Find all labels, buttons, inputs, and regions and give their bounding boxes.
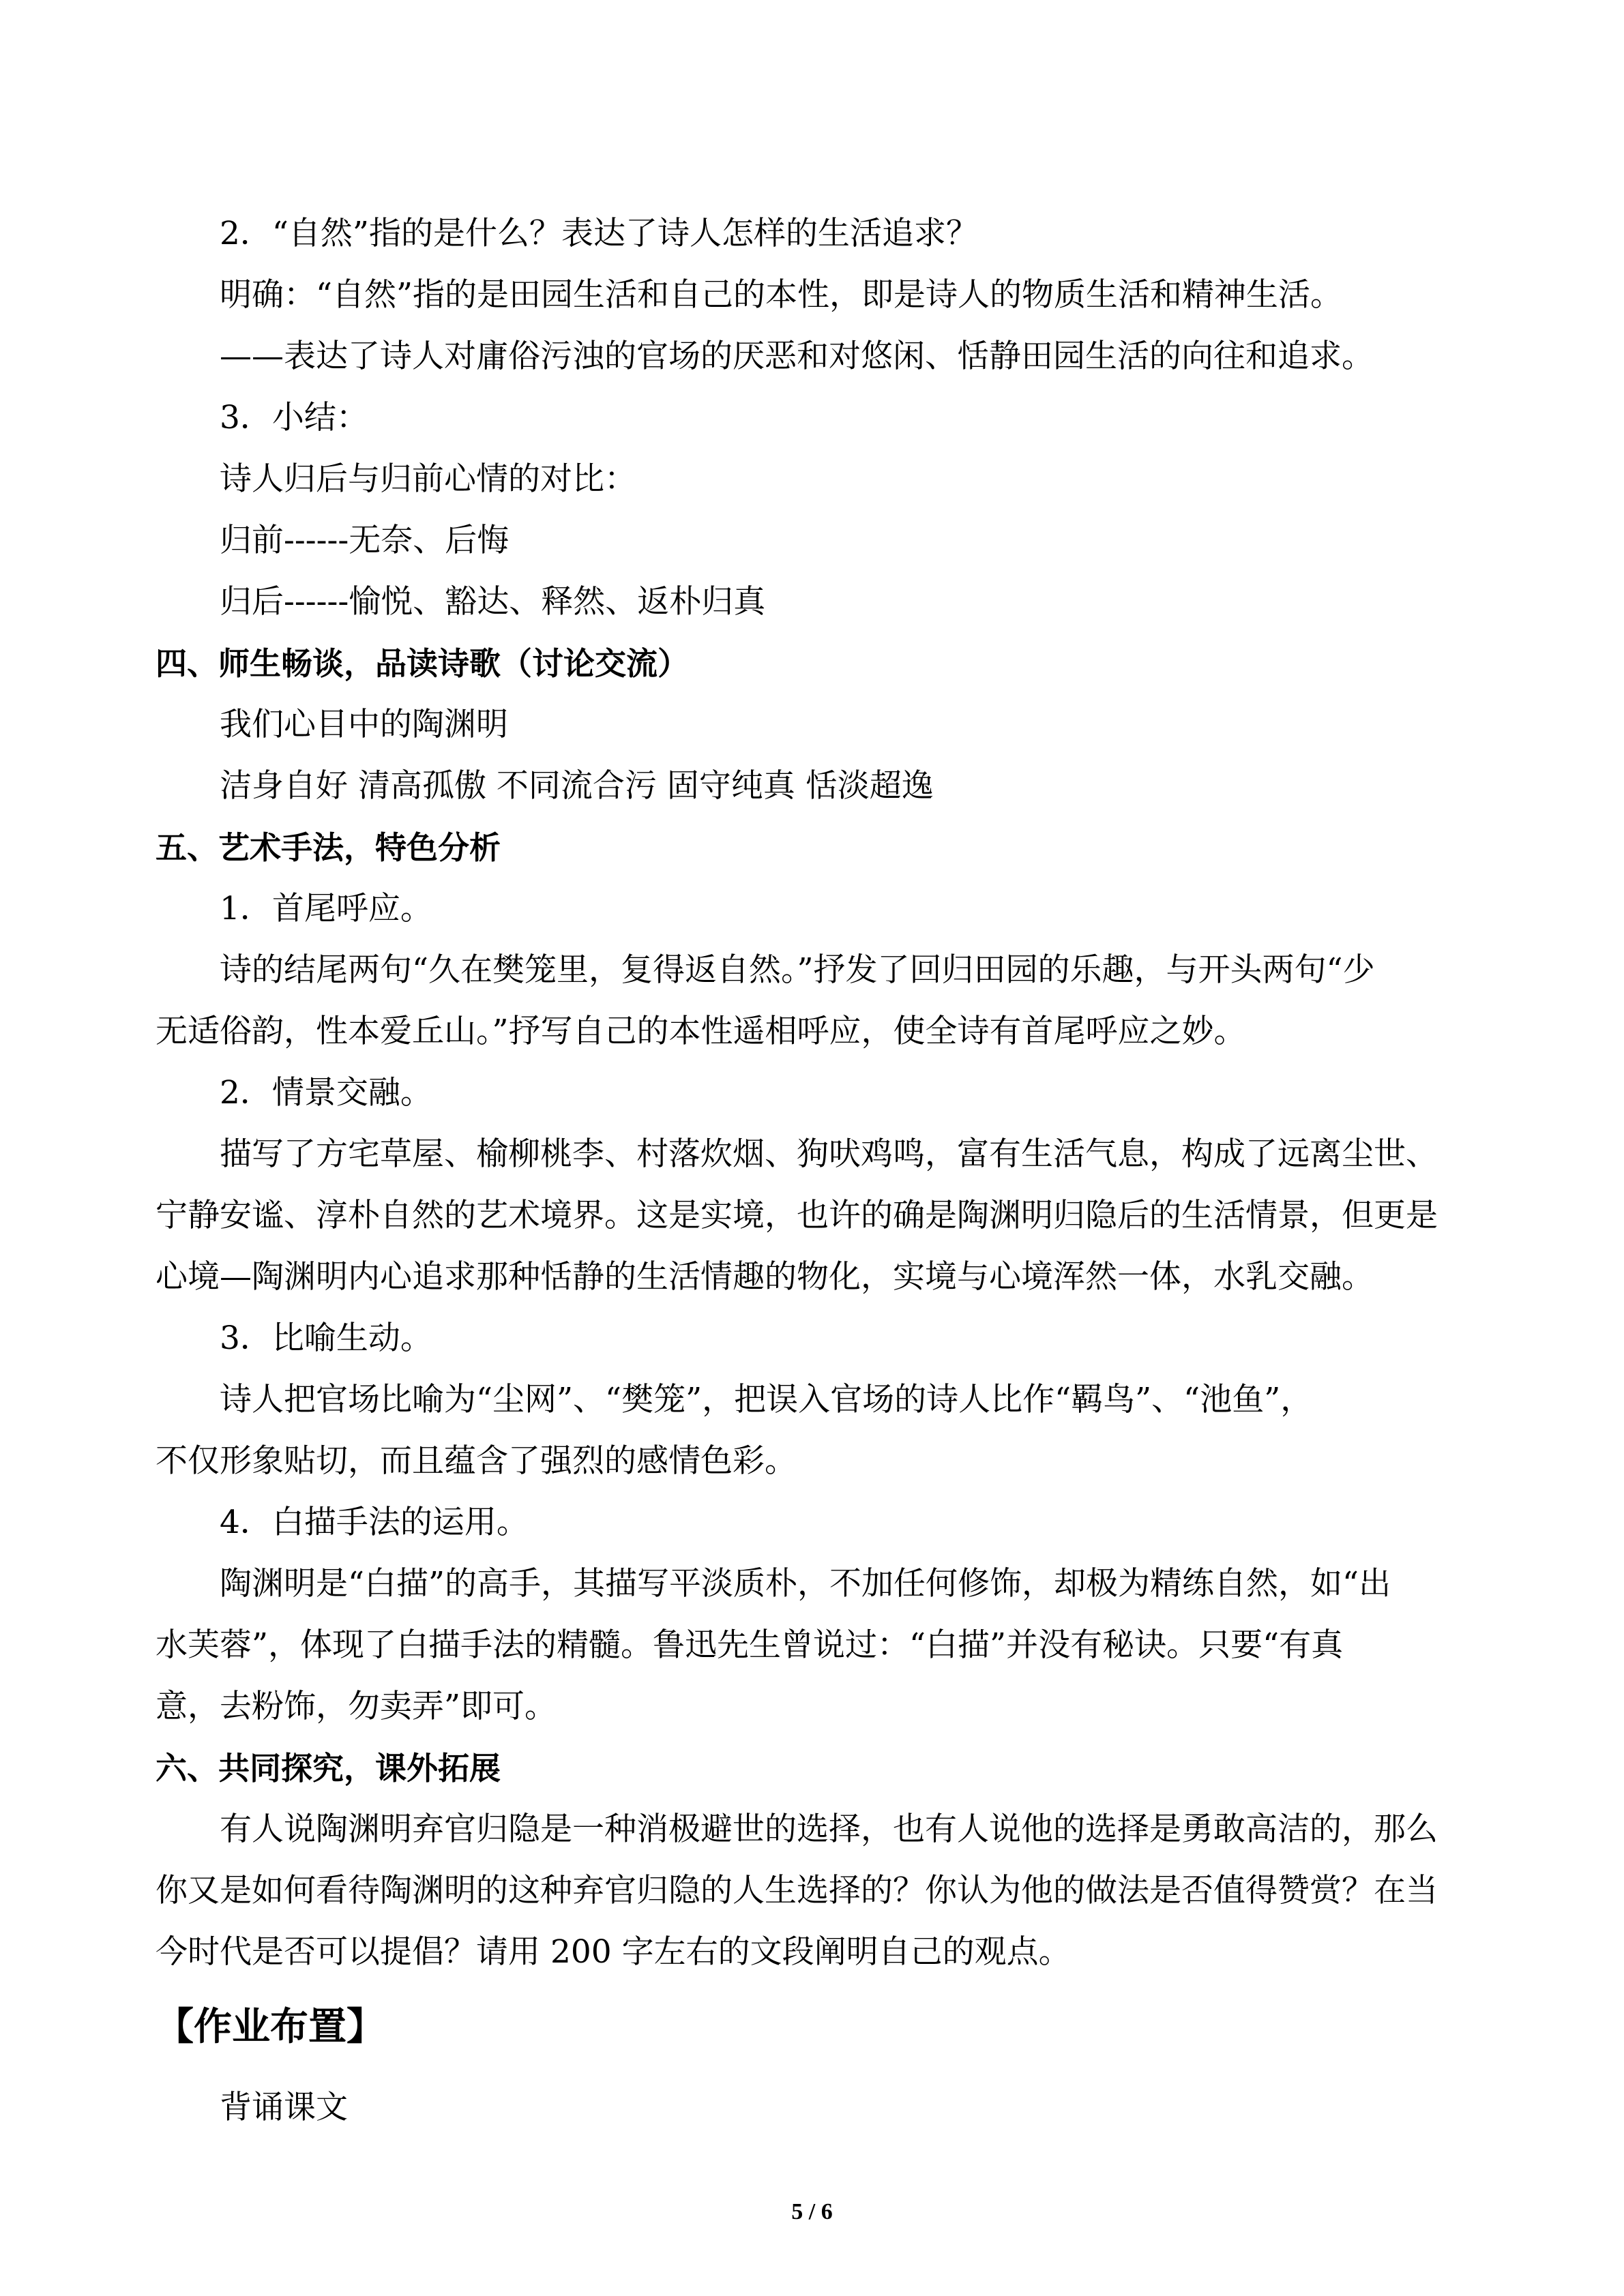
text-line: 归后------愉悦、豁达、释然、返朴归真 — [220, 583, 766, 621]
text-line: 3．比喻生动。 — [220, 1320, 432, 1357]
text-line: 无适俗韵，性本爱丘山。”抒写自己的本性遥相呼应，使全诗有首尾呼应之妙。 — [156, 1013, 1246, 1050]
text-line: 诗人把官场比喻为“尘网”、“樊笼”，把误入官场的诗人比作“羁鸟”、“池鱼”， — [220, 1381, 1313, 1418]
text-line: 你又是如何看待陶渊明的这种弃官归隐的人生选择的？你认为他的做法是否值得赞赏？在当 — [156, 1872, 1438, 1909]
text-line: 3．小结： — [220, 399, 368, 436]
text-line: 4．白描手法的运用。 — [220, 1504, 529, 1541]
text-line: 不仅形象贴切，而且蕴含了强烈的感情色彩。 — [156, 1442, 797, 1480]
page-body — [156, 203, 1472, 2138]
page-number: 5 / 6 — [791, 2199, 833, 2224]
text-line: 背诵课文 — [220, 2089, 348, 2126]
text-line: 1．首尾呼应。 — [220, 890, 432, 927]
text-line: 描写了方宅草屋、榆柳桃李、村落炊烟、狗吠鸡鸣，富有生活气息，构成了远离尘世、 — [220, 1135, 1438, 1173]
text-line: 归前------无奈、后悔 — [220, 522, 510, 559]
text-line: 今时代是否可以提倡？请用 200 字左右的文段阐明自己的观点。 — [156, 1933, 1071, 1971]
section-heading: 四、师生畅谈，品读诗歌（讨论交流） — [156, 645, 689, 682]
text-line: 心境—陶渊明内心追求那种恬静的生活情趣的物化，实境与心境浑然一体，水乳交融。 — [156, 1258, 1374, 1296]
text-line: 我们心目中的陶渊明 — [220, 706, 508, 743]
text-line: 明确：“自然”指的是田园生活和自己的本性，即是诗人的物质生活和精神生活。 — [220, 276, 1343, 314]
text-line: ——表达了诗人对庸俗污浊的官场的厌恶和对悠闲、恬静田园生活的向往和追求。 — [220, 338, 1374, 375]
text-line: 水芙蓉”，体现了白描手法的精髓。鲁迅先生曾说过：“白描”并没有秘诀。只要“有真 — [156, 1626, 1344, 1664]
text-line: 意，去粉饰，勿卖弄”即可。 — [156, 1688, 557, 1725]
section-heading: 五、艺术手法，特色分析 — [156, 829, 501, 866]
text-line: 有人说陶渊明弃官归隐是一种消极避世的选择，也有人说他的选择是勇敢高洁的，那么 — [220, 1810, 1438, 1848]
text-line: 诗人归后与归前心情的对比： — [220, 460, 636, 498]
text-line: 2．“自然”指的是什么？表达了诗人怎样的生活追求？ — [220, 215, 978, 252]
text-line: 诗的结尾两句“久在樊笼里，复得返自然。”抒发了回归田园的乐趣，与开头两句“少 — [220, 951, 1375, 989]
text-line: 陶渊明是“白描”的高手，其描写平淡质朴，不加任何修饰，却极为精练自然，如“出 — [220, 1565, 1391, 1602]
section-heading: 六、共同探究，课外拓展 — [156, 1750, 501, 1787]
text-line: 洁身自好 清高孤傲 不同流合污 固守纯真 恬淡超逸 — [220, 767, 934, 805]
text-line: 宁静安谧、淳朴自然的艺术境界。这是实境，也许的确是陶渊明归隐后的生活情景，但更是 — [156, 1197, 1438, 1234]
homework-heading: 【作业布置】 — [156, 2005, 385, 2049]
text-line: 2．情景交融。 — [220, 1074, 432, 1112]
